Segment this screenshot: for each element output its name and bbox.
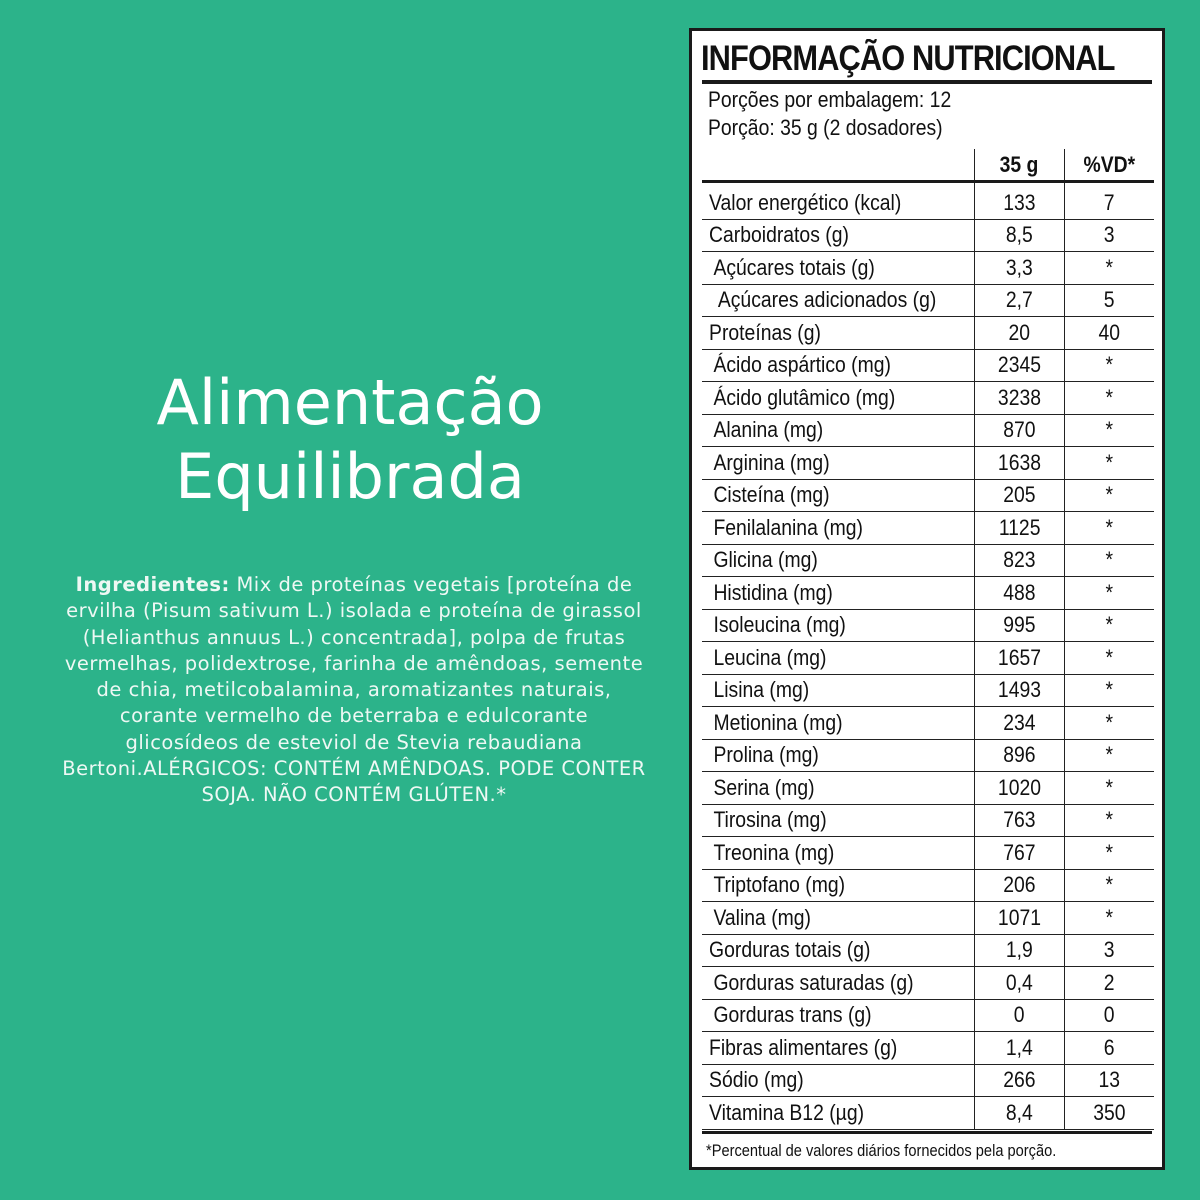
nutrition-row (702, 577, 1154, 610)
nutrition-row (702, 707, 1154, 740)
nutrition-row (702, 479, 1154, 512)
nutrient-dv: * (1065, 382, 1155, 415)
nutrient-amount: 1493 (975, 674, 1065, 707)
nutrition-footnote: *Percentual de valores diários fornecidos pela porção. (706, 1141, 1057, 1160)
ingredients-label: Ingredientes: (75, 573, 230, 596)
nutrition-row (702, 902, 1154, 935)
nutrition-row (702, 609, 1154, 642)
nutrient-amount: 0 (975, 999, 1065, 1032)
nutrient-amount: 3,3 (975, 252, 1065, 285)
nutrient-dv: 0 (1065, 999, 1155, 1032)
nutrient-name: Vitamina B12 (µg) (702, 1097, 975, 1130)
nutrient-amount: 234 (975, 707, 1065, 740)
nutrient-dv: * (1065, 869, 1155, 902)
nutrient-name: Arginina (mg) (702, 447, 975, 480)
nutrient-amount: 3238 (975, 382, 1065, 415)
nutrient-name: Triptofano (mg) (702, 869, 975, 902)
nutrition-row (702, 1032, 1154, 1065)
nutrition-header-row (702, 149, 1154, 182)
nutrient-name: Açúcares adicionados (g) (702, 284, 975, 317)
nutrient-amount: 205 (975, 479, 1065, 512)
nutrition-row (702, 804, 1154, 837)
nutrition-row (702, 512, 1154, 545)
nutrition-row (702, 642, 1154, 675)
nutrient-amount: 8,5 (975, 219, 1065, 252)
nutrient-amount: 1,4 (975, 1032, 1065, 1065)
nutrient-dv: 350 (1065, 1097, 1155, 1130)
nutrient-amount: 0,4 (975, 967, 1065, 1000)
nutrient-dv: * (1065, 349, 1155, 382)
nutrient-name: Alanina (mg) (702, 414, 975, 447)
nutrition-row (702, 999, 1154, 1032)
nutrient-dv: * (1065, 252, 1155, 285)
headline-line-1: Alimentação (156, 366, 544, 439)
nutrition-row (702, 252, 1154, 285)
nutrient-dv: * (1065, 447, 1155, 480)
nutrient-name: Isoleucina (mg) (702, 609, 975, 642)
title-divider (702, 80, 1152, 84)
nutrient-name: Gorduras totais (g) (702, 934, 975, 967)
nutrition-title: INFORMAÇÃO NUTRICIONAL (701, 39, 1115, 78)
nutrient-dv: * (1065, 577, 1155, 610)
nutrient-amount: 20 (975, 317, 1065, 350)
nutrition-row (702, 967, 1154, 1000)
nutrient-dv: 7 (1065, 182, 1155, 220)
nutrition-row (702, 544, 1154, 577)
nutrient-dv: 3 (1065, 934, 1155, 967)
nutrient-dv: * (1065, 739, 1155, 772)
nutrient-name: Ácido aspártico (mg) (702, 349, 975, 382)
nutrient-dv: 40 (1065, 317, 1155, 350)
nutrient-amount: 896 (975, 739, 1065, 772)
nutrient-name: Histidina (mg) (702, 577, 975, 610)
ingredients-paragraph (62, 572, 646, 809)
nutrient-name: Serina (mg) (702, 772, 975, 805)
nutrient-amount: 995 (975, 609, 1065, 642)
nutrient-amount: 2,7 (975, 284, 1065, 317)
nutrient-amount: 1,9 (975, 934, 1065, 967)
header-dv: %VD* (1065, 149, 1155, 182)
nutrient-name: Treonina (mg) (702, 837, 975, 870)
nutrition-row (702, 674, 1154, 707)
nutrient-amount: 2345 (975, 349, 1065, 382)
nutrient-name: Tirosina (mg) (702, 804, 975, 837)
nutrient-dv: * (1065, 674, 1155, 707)
nutrition-row (702, 869, 1154, 902)
nutrition-row (702, 934, 1154, 967)
nutrient-amount: 870 (975, 414, 1065, 447)
nutrient-amount: 823 (975, 544, 1065, 577)
nutrient-name: Metionina (mg) (702, 707, 975, 740)
nutrient-name: Fenilalanina (mg) (702, 512, 975, 545)
nutrition-row (702, 739, 1154, 772)
headline-line-2: Equilibrada (175, 440, 525, 513)
nutrient-amount: 488 (975, 577, 1065, 610)
nutrition-row (702, 219, 1154, 252)
nutrition-facts-panel (689, 28, 1165, 1170)
nutrient-dv: 5 (1065, 284, 1155, 317)
nutrient-amount: 763 (975, 804, 1065, 837)
nutrient-name: Valina (mg) (702, 902, 975, 935)
nutrient-dv: 2 (1065, 967, 1155, 1000)
nutrition-row (702, 414, 1154, 447)
nutrition-row (702, 349, 1154, 382)
nutrient-amount: 133 (975, 182, 1065, 220)
nutrient-dv: 3 (1065, 219, 1155, 252)
header-blank (702, 149, 975, 182)
nutrition-row (702, 382, 1154, 415)
nutrient-name: Carboidratos (g) (702, 219, 975, 252)
nutrient-amount: 1638 (975, 447, 1065, 480)
nutrient-name: Lisina (mg) (702, 674, 975, 707)
nutrient-dv: * (1065, 414, 1155, 447)
nutrient-name: Fibras alimentares (g) (702, 1032, 975, 1065)
nutrition-row (702, 317, 1154, 350)
nutrition-row (702, 1064, 1154, 1097)
nutrient-amount: 8,4 (975, 1097, 1065, 1130)
nutrient-name: Proteínas (g) (702, 317, 975, 350)
nutrient-amount: 1125 (975, 512, 1065, 545)
header-amount: 35 g (975, 149, 1065, 182)
nutrient-name: Açúcares totais (g) (702, 252, 975, 285)
nutrition-table (702, 149, 1154, 1130)
nutrient-dv: * (1065, 642, 1155, 675)
nutrient-dv: 13 (1065, 1064, 1155, 1097)
nutrient-dv: * (1065, 902, 1155, 935)
nutrient-amount: 1071 (975, 902, 1065, 935)
nutrition-row (702, 772, 1154, 805)
servings-per-package: Porções por embalagem: 12 (708, 87, 952, 112)
nutrition-row (702, 447, 1154, 480)
nutrition-row (702, 1097, 1154, 1130)
nutrient-name: Gorduras trans (g) (702, 999, 975, 1032)
serving-size: Porção: 35 g (2 dosadores) (708, 115, 943, 140)
nutrient-dv: * (1065, 804, 1155, 837)
nutrient-dv: * (1065, 544, 1155, 577)
nutrient-amount: 1020 (975, 772, 1065, 805)
nutrient-dv: * (1065, 772, 1155, 805)
footnote-divider (702, 1131, 1152, 1134)
nutrient-dv: * (1065, 512, 1155, 545)
nutrient-amount: 767 (975, 837, 1065, 870)
nutrition-row (702, 182, 1154, 220)
nutrient-name: Sódio (mg) (702, 1064, 975, 1097)
nutrition-row (702, 837, 1154, 870)
nutrient-name: Valor energético (kcal) (702, 182, 975, 220)
nutrient-name: Gorduras saturadas (g) (702, 967, 975, 1000)
nutrient-amount: 206 (975, 869, 1065, 902)
nutrient-dv: * (1065, 479, 1155, 512)
nutrient-name: Cisteína (mg) (702, 479, 975, 512)
nutrient-dv: * (1065, 707, 1155, 740)
nutrient-amount: 1657 (975, 642, 1065, 675)
nutrient-dv: * (1065, 609, 1155, 642)
nutrient-dv: 6 (1065, 1032, 1155, 1065)
nutrient-name: Glicina (mg) (702, 544, 975, 577)
nutrient-name: Prolina (mg) (702, 739, 975, 772)
nutrition-row (702, 284, 1154, 317)
nutrient-amount: 266 (975, 1064, 1065, 1097)
nutrient-dv: * (1065, 837, 1155, 870)
headline (60, 366, 640, 514)
nutrient-name: Ácido glutâmico (mg) (702, 382, 975, 415)
ingredients-text: Mix de proteínas vegetais [proteína de ervilha (Pisum sativum L.) isolada e proteína de girassol (Helianthus annuus L.) concentrada], polpa de frutas vermelhas, polidextrose, farinha de amêndoas, semente de chia, metilcobalamina, aromatizantes naturais, corante vermelho de beterraba e edulcorante glicosídeos de esteviol de Stevia rebaudiana Bertoni.ALÉRGICOS: CONTÉM AMÊNDOAS. PODE CONTER SOJA. NÃO CONTÉM GLÚTEN.* (62, 573, 646, 807)
nutrient-name: Leucina (mg) (702, 642, 975, 675)
